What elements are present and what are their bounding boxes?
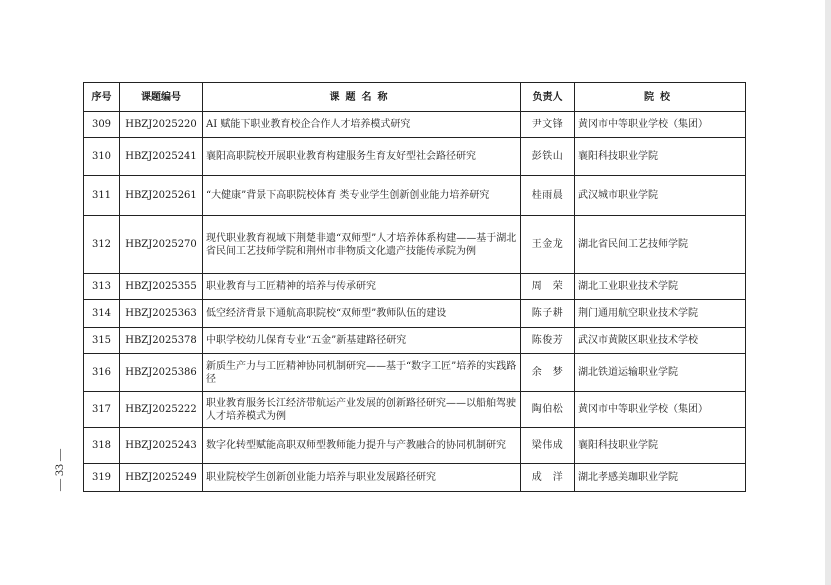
table-row xyxy=(84,392,746,428)
row-code: HBZJ2025243 xyxy=(120,428,203,464)
row-code: HBZJ2025261 xyxy=(120,176,203,216)
row-num: 309 xyxy=(84,112,120,138)
project-table xyxy=(83,82,746,492)
table-row xyxy=(84,216,746,274)
row-lead: 成 洋 xyxy=(521,464,575,492)
row-school: 湖北工业职业技术学院 xyxy=(575,274,746,300)
header-code: 课题编号 xyxy=(120,83,203,112)
row-school: 武汉城市职业学院 xyxy=(575,176,746,216)
row-school: 武汉市黄陂区职业技术学校 xyxy=(575,328,746,354)
row-title: 襄阳高职院校开展职业教育构建服务生育友好型社会路径研究 xyxy=(203,138,521,176)
row-num: 314 xyxy=(84,300,120,328)
row-title: 职业教育服务长江经济带航运产业发展的创新路径研究——以船舶驾驶人才培养模式为例 xyxy=(203,392,521,428)
table-row xyxy=(84,176,746,216)
table-row xyxy=(84,328,746,354)
table-row xyxy=(84,274,746,300)
row-lead: 尹文锋 xyxy=(521,112,575,138)
row-school: 湖北省民间工艺技师学院 xyxy=(575,216,746,274)
row-lead: 陶伯松 xyxy=(521,392,575,428)
row-num: 315 xyxy=(84,328,120,354)
row-title: 中职学校幼儿保育专业“五金”新基建路径研究 xyxy=(203,328,521,354)
row-lead: 余 梦 xyxy=(521,354,575,392)
row-title: 新质生产力与工匠精神协同机制研究——基于“数字工匠”培养的实践路径 xyxy=(203,354,521,392)
row-code: HBZJ2025378 xyxy=(120,328,203,354)
row-lead: 陈子耕 xyxy=(521,300,575,328)
row-num: 311 xyxy=(84,176,120,216)
header-num: 序号 xyxy=(84,83,120,112)
row-school: 黄冈市中等职业学校（集团） xyxy=(575,392,746,428)
row-num: 317 xyxy=(84,392,120,428)
row-num: 310 xyxy=(84,138,120,176)
row-title: “大健康”背景下高职院校体育 类专业学生创新创业能力培养研究 xyxy=(203,176,521,216)
table-row xyxy=(84,464,746,492)
row-code: HBZJ2025220 xyxy=(120,112,203,138)
page-edge xyxy=(825,0,831,585)
table-header-row xyxy=(84,83,746,112)
header-school: 院校 xyxy=(575,83,746,112)
row-school: 襄阳科技职业学院 xyxy=(575,138,746,176)
row-title: 职业院校学生创新创业能力培养与职业发展路径研究 xyxy=(203,464,521,492)
row-title: 现代职业教育视域下荆楚非遗“双师型”人才培养体系构建——基于湖北省民间工艺技师学院和荆州市非物质文化遗产技能传承院为例 xyxy=(203,216,521,274)
row-school: 湖北孝感美珈职业学院 xyxy=(575,464,746,492)
row-title: 数字化转型赋能高职双师型教师能力提升与产教融合的协同机制研究 xyxy=(203,428,521,464)
row-code: HBZJ2025270 xyxy=(120,216,203,274)
row-num: 312 xyxy=(84,216,120,274)
row-school: 黄冈市中等职业学校（集团） xyxy=(575,112,746,138)
table-row xyxy=(84,138,746,176)
table-row xyxy=(84,112,746,138)
row-school: 湖北铁道运输职业学院 xyxy=(575,354,746,392)
row-code: HBZJ2025249 xyxy=(120,464,203,492)
row-lead: 梁伟成 xyxy=(521,428,575,464)
row-lead: 彭铁山 xyxy=(521,138,575,176)
row-num: 316 xyxy=(84,354,120,392)
row-lead: 桂雨晨 xyxy=(521,176,575,216)
row-title: AI 赋能下职业教育校企合作人才培养模式研究 xyxy=(203,112,521,138)
header-lead: 负责人 xyxy=(521,83,575,112)
row-num: 319 xyxy=(84,464,120,492)
row-code: HBZJ2025241 xyxy=(120,138,203,176)
row-school: 荆门通用航空职业技术学院 xyxy=(575,300,746,328)
row-num: 313 xyxy=(84,274,120,300)
row-lead: 王金龙 xyxy=(521,216,575,274)
row-code: HBZJ2025386 xyxy=(120,354,203,392)
table-row xyxy=(84,354,746,392)
table-row xyxy=(84,428,746,464)
row-school: 襄阳科技职业学院 xyxy=(575,428,746,464)
table-row xyxy=(84,300,746,328)
row-title: 低空经济背景下通航高职院校“双师型”教师队伍的建设 xyxy=(203,300,521,328)
row-code: HBZJ2025355 xyxy=(120,274,203,300)
header-title: 课题名称 xyxy=(203,83,521,112)
row-code: HBZJ2025222 xyxy=(120,392,203,428)
page-number: — 33 — xyxy=(52,449,66,491)
row-num: 318 xyxy=(84,428,120,464)
row-lead: 周 荣 xyxy=(521,274,575,300)
row-title: 职业教育与工匠精神的培养与传承研究 xyxy=(203,274,521,300)
row-lead: 陈俊芳 xyxy=(521,328,575,354)
row-code: HBZJ2025363 xyxy=(120,300,203,328)
